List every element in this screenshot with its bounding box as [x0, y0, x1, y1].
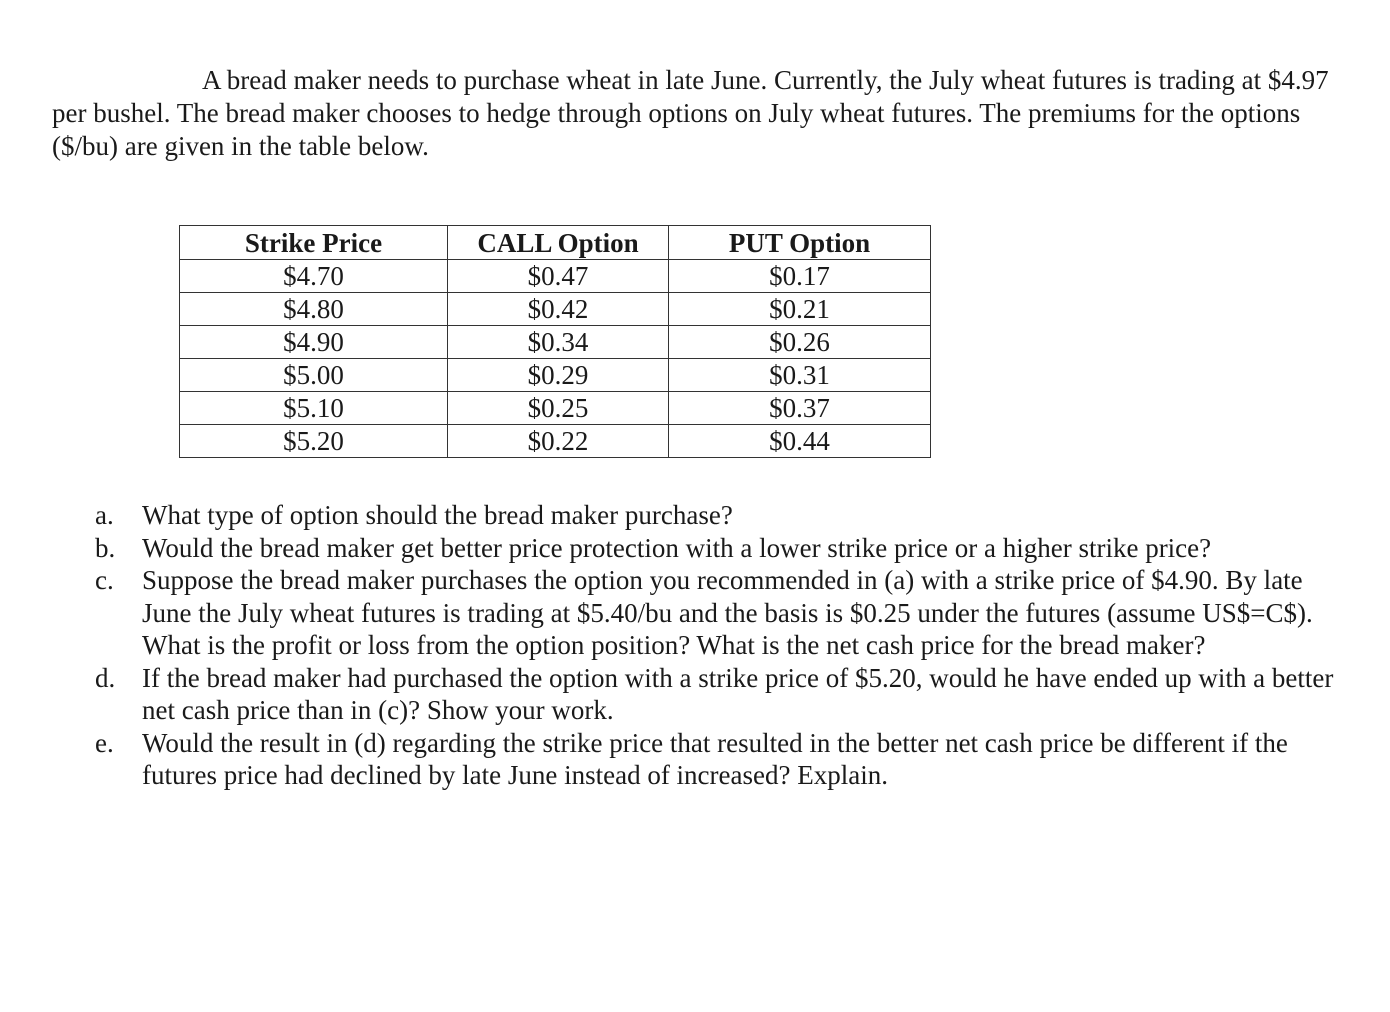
intro-text: A bread maker needs to purchase wheat in late June. Currently, the July wheat futures is trading at $4.97 per bushel. The bread maker chooses to hedge through options on July wheat futures. The premiums for the options ($/bu) are given in the table below.	[52, 65, 1329, 161]
strike-price-cell: $5.20	[180, 425, 448, 458]
call-premium-cell: $0.42	[448, 293, 669, 326]
table-row	[180, 326, 931, 359]
question-item	[95, 499, 1335, 532]
table-header-row	[180, 226, 931, 260]
question-item	[95, 727, 1335, 792]
question-marker: c.	[95, 565, 114, 595]
question-text: Would the bread maker get better price protection with a lower strike price or a higher strike price?	[142, 532, 1212, 563]
strike-price-cell: $4.90	[180, 326, 448, 359]
question-marker: b.	[95, 532, 116, 563]
question-marker: d.	[95, 662, 116, 693]
call-premium-cell: $0.47	[448, 260, 669, 293]
put-premium-cell: $0.21	[669, 293, 931, 326]
strike-price-cell: $4.70	[180, 260, 448, 293]
table-row	[180, 425, 931, 458]
table-row	[180, 359, 931, 392]
put-premium-cell: $0.31	[669, 359, 931, 392]
question-text: If the bread maker had purchased the option with a strike price of $5.20, would he have ended up with a better net cash price than in (c)? Show your work.	[142, 662, 1334, 725]
call-premium-cell: $0.22	[448, 425, 669, 458]
table-row	[180, 392, 931, 425]
question-marker: e.	[95, 727, 114, 758]
header-strike-price: Strike Price	[180, 226, 448, 260]
table-row	[180, 260, 931, 293]
call-premium-cell: $0.25	[448, 392, 669, 425]
header-call-option: CALL Option	[448, 226, 669, 260]
strike-price-cell: $4.80	[180, 293, 448, 326]
put-premium-cell: $0.37	[669, 392, 931, 425]
problem-intro	[52, 64, 1342, 163]
question-text: Would the result in (d) regarding the strike price that resulted in the better net cash price be different if the futures price had declined by late June instead of increased? Explain.	[142, 727, 1288, 790]
strike-price-cell: $5.10	[180, 392, 448, 425]
question-item	[95, 564, 1335, 662]
put-premium-cell: $0.17	[669, 260, 931, 293]
question-text: What type of option should the bread maker purchase?	[142, 500, 733, 530]
strike-price-cell: $5.00	[180, 359, 448, 392]
option-premiums-table	[179, 225, 931, 458]
question-list	[95, 499, 1335, 792]
put-premium-cell: $0.44	[669, 425, 931, 458]
table-row	[180, 293, 931, 326]
call-premium-cell: $0.29	[448, 359, 669, 392]
call-premium-cell: $0.34	[448, 326, 669, 359]
question-item	[95, 662, 1335, 727]
put-premium-cell: $0.26	[669, 326, 931, 359]
question-item	[95, 532, 1335, 565]
question-text: Suppose the bread maker purchases the option you recommended in (a) with a strike price of $4.90. By late June the July wheat futures is trading at $5.40/bu and the basis is $0.25 under the futures (assume US$=C$). What is the profit or loss from the option position? What is the net cash price for the bread maker?	[142, 565, 1313, 660]
header-put-option: PUT Option	[669, 226, 931, 260]
question-marker: a.	[95, 500, 114, 530]
